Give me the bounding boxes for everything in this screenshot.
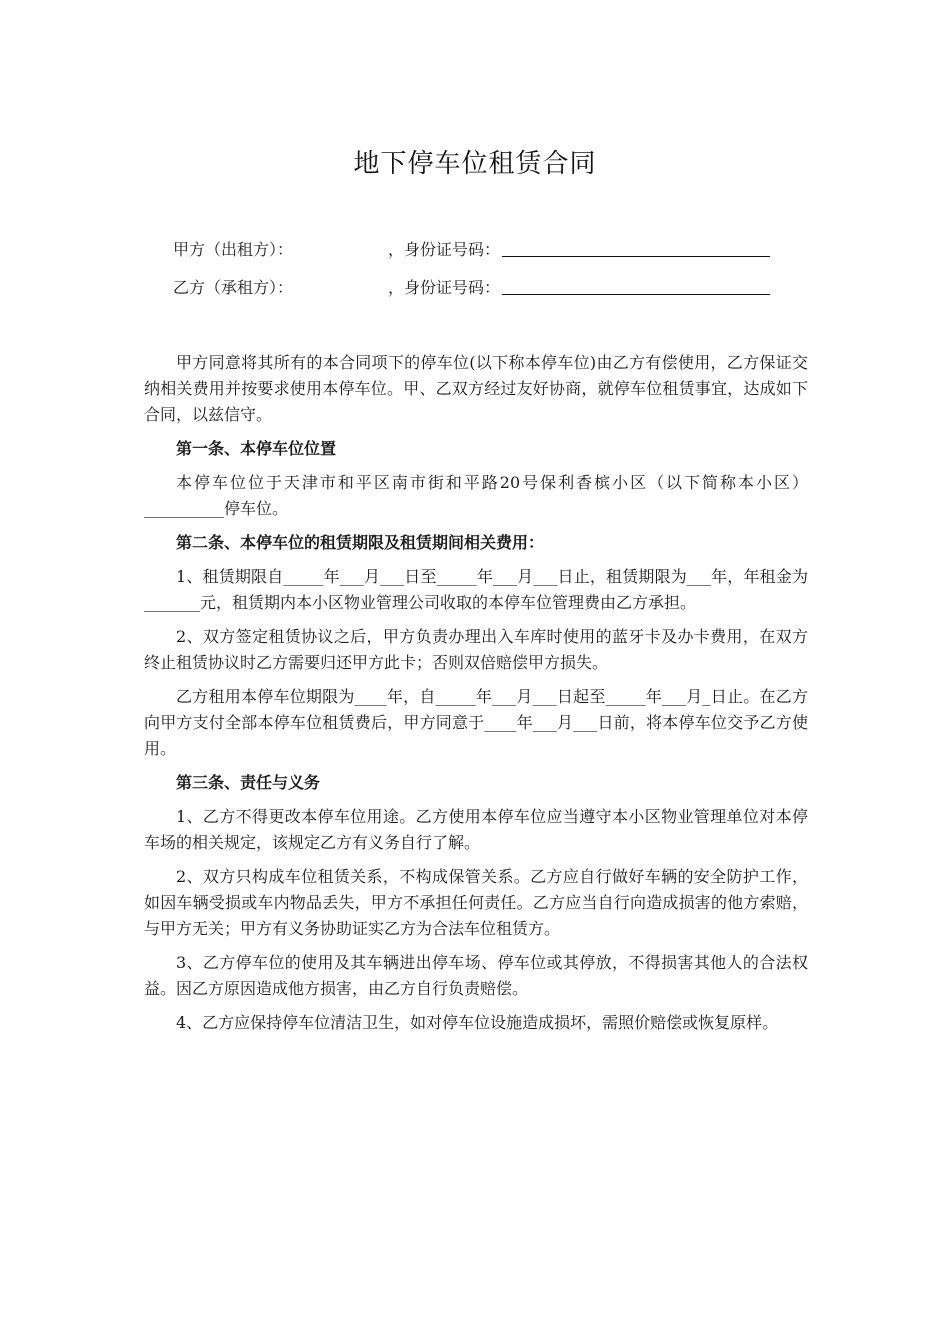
article-3-paragraph-4: 4、乙方应保持停车位清洁卫生，如对停车位设施造成损坏，需照价赔偿或恢复原样。 [176, 1013, 779, 1032]
intro-paragraph: 甲方同意将其所有的本合同项下的停车位(以下称本停车位)由乙方有偿使用，乙方保证交纳相关费用并按要求使用本停车位。甲、乙双方经过友好协商，就停车位租赁事宜，达成如下合同，以兹信守。 [144, 353, 808, 424]
article-3-paragraph-1: 1、乙方不得更改本停车位用途。乙方使用本停车位应当遵守本小区物业管理单位对本停车场的相关规定，该规定乙方有义务自行了解。 [144, 807, 808, 852]
document-title: 地下停车位租赁合同 [353, 149, 597, 179]
article-3-paragraph-3: 3、乙方停车位的使用及其车辆进出停车场、停车位或其停放，不得损害其他人的合法权益。因乙方原因造成他方损害，由乙方自行负责赔偿。 [144, 953, 808, 998]
article-1-text: 本停车位位于天津市和平区南市街和平路20号保利香槟小区（以下简称本小区）__________停车位。 [144, 473, 808, 518]
article-2-paragraph-1: 1、租赁期限自_____年___月___日至_____年___月___日止，租赁期限为___年，年租金为_______元，租赁期内本小区物业管理公司收取的本停车位管理费由乙方承担。 [144, 567, 808, 612]
article-3-heading: 第三条、责任与义务 [176, 773, 321, 792]
party-a-label: 甲方（出租方）： [173, 240, 294, 259]
party-a-line [173, 240, 770, 260]
party-b-id-label: ，身份证号码： [388, 278, 501, 297]
article-2-paragraph-3: 乙方租用本停车位期限为____年，自_____年___月___日起至_____年___月_日止。在乙方向甲方支付全部本停车位租赁费后，甲方同意于____年___月___日前，将本停车位交予乙方使用。 [144, 687, 808, 758]
contract-body [144, 350, 808, 1044]
article-2-heading: 第二条、本停车位的租赁期限及租赁期间相关费用： [176, 533, 545, 552]
article-2-paragraph-2: 2、双方签定租赁协议之后，甲方负责办理出入车库时使用的蓝牙卡及办卡费用，在双方终止租赁协议时乙方需要归还甲方此卡；否则双倍赔偿甲方损失。 [144, 627, 808, 672]
party-b-id-blank [502, 278, 770, 295]
article-1-heading: 第一条、本停车位位置 [176, 439, 337, 458]
article-3-paragraph-2: 2、双方只构成车位租赁关系，不构成保管关系。乙方应自行做好车辆的安全防护工作，如因车辆受损或车内物品丢失，甲方不承担任何责任。乙方应当自行向造成损害的他方索赔，与甲方无关；甲方有义务协助证实乙方为合法车位租赁方。 [144, 867, 808, 938]
party-a-id-label: ，身份证号码： [388, 240, 501, 259]
party-a-id-blank [502, 240, 770, 257]
party-b-label: 乙方（承租方）： [173, 278, 294, 297]
party-b-line [173, 278, 770, 298]
